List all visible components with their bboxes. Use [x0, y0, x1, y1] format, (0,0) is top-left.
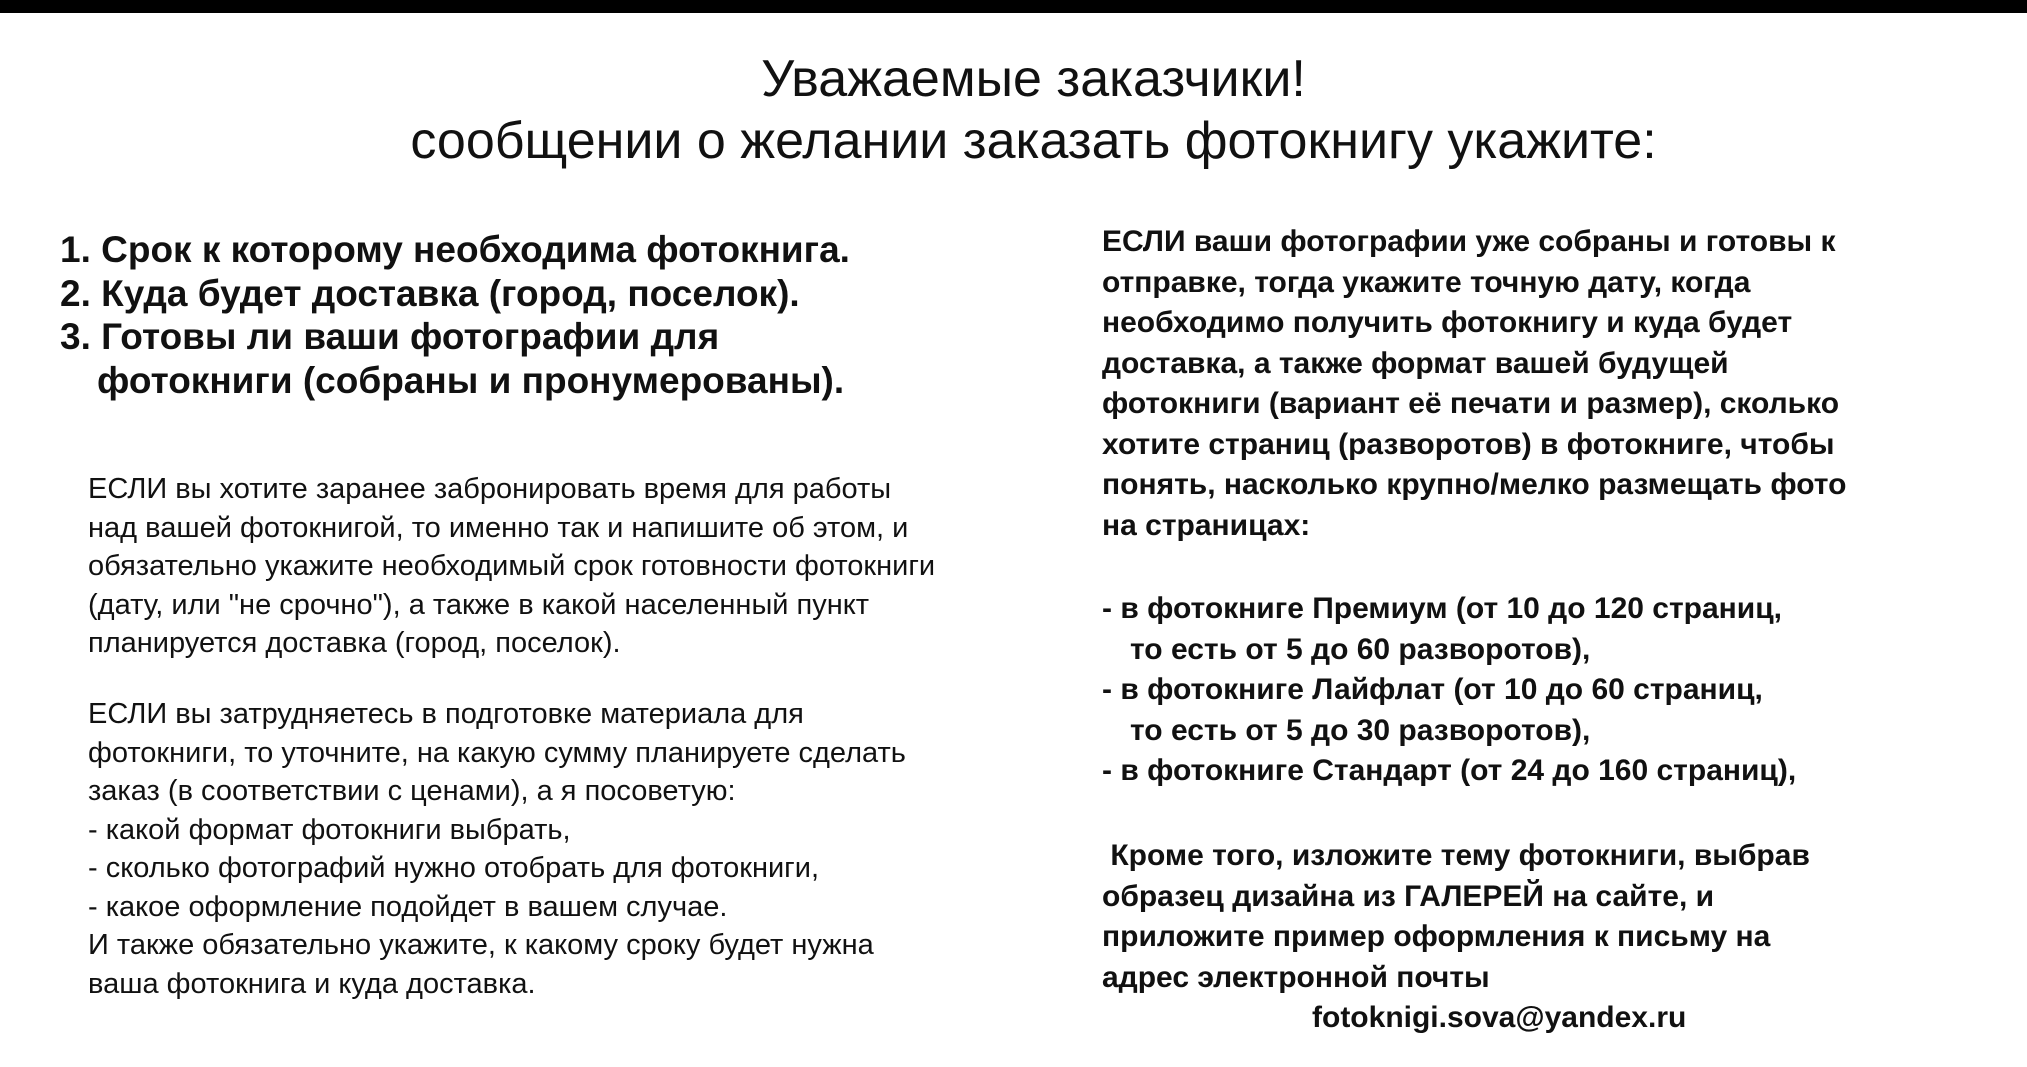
requirement-item-photos-ready-continuation: фотокниги (собраны и пронумерованы).	[97, 359, 845, 401]
closing-line: приложите пример оформления к письму на	[1102, 920, 1771, 953]
advice-bullet: - какое оформление подойдет в вашем случае.	[88, 890, 728, 923]
closing-paragraph	[1102, 836, 2002, 1039]
requirement-item-photos-ready: 3. Готовы ли ваши фотографии для	[60, 316, 720, 357]
ready-photos-line: необходимо получить фотокнигу и куда будет	[1102, 306, 1793, 339]
closing-line: Кроме того, изложите тему фотокниги, выбрав	[1102, 839, 1810, 872]
closing-line: образец дизайна из ГАЛЕРЕЙ на сайте, и	[1102, 879, 1715, 913]
ready-photos-line: понять, насколько крупно/мелко размещать фото	[1102, 468, 1847, 501]
contact-email[interactable]: fotoknigi.sova@yandex.ru	[1312, 1001, 1687, 1034]
booking-line: планируется доставка (город, поселок).	[88, 627, 621, 659]
page-title: Уважаемые заказчики!	[761, 50, 1306, 108]
requirement-item-delivery: 2. Куда будет доставка (город, поселок).	[60, 272, 800, 314]
advice-paragraph	[88, 695, 1098, 1003]
page-subtitle: сообщении о желании заказать фотокнигу укажите:	[410, 112, 1657, 170]
advice-line: И также обязательно укажите, к какому сроку будет нужна	[88, 929, 874, 961]
advice-bullet: - сколько фотографий нужно отобрать для фотокниги,	[88, 852, 820, 884]
ready-photos-line: на страницах:	[1102, 508, 1311, 542]
booking-line: (дату, или "не срочно"), а также в какой населенный пункт	[88, 588, 870, 621]
advice-line: ваша фотокнига и куда доставка.	[88, 967, 536, 1000]
booking-line: над вашей фотокнигой, то именно так и напишите об этом, и	[88, 511, 909, 544]
advice-line: фотокниги, то уточните, на какую сумму планируете сделать	[88, 736, 906, 769]
requirement-item-deadline: 1. Срок к которому необходима фотокнига.	[60, 229, 850, 270]
advice-line: заказ (в соответствии с ценами), а я посоветую:	[88, 775, 736, 807]
closing-line: адрес электронной почты	[1102, 960, 1490, 994]
ready-photos-line: доставка, а также формат вашей будущей	[1102, 346, 1729, 380]
advice-line: ЕСЛИ вы затрудняетесь в подготовке материала для	[88, 698, 804, 730]
ready-photos-line: ЕСЛИ ваши фотографии уже собраны и готовы к	[1102, 225, 1836, 258]
booking-paragraph	[88, 470, 1098, 663]
format-premium: - в фотокниге Премиум (от 10 до 120 страниц,	[1102, 592, 1782, 625]
format-standard: - в фотокниге Стандарт (от 24 до 160 страниц),	[1102, 754, 1797, 787]
requirements-list	[60, 228, 1080, 402]
ready-photos-paragraph	[1102, 222, 2002, 546]
ready-photos-line: фотокниги (вариант её печати и размер), сколько	[1102, 387, 1840, 420]
format-layflat: - в фотокниге Лайфлат (от 10 до 60 страниц,	[1102, 673, 1763, 706]
formats-list	[1102, 589, 2002, 792]
advice-bullet: - какой формат фотокниги выбрать,	[88, 813, 571, 846]
ready-photos-line: отправке, тогда укажите точную дату, когда	[1102, 265, 1751, 299]
booking-line: обязательно укажите необходимый срок готовности фотокниги	[88, 550, 936, 582]
ready-photos-line: хотите страниц (разворотов) в фотокниге, чтобы	[1102, 427, 1835, 461]
format-premium-continuation: то есть от 5 до 60 разворотов),	[1130, 632, 1591, 666]
booking-line: ЕСЛИ вы хотите заранее забронировать время для работы	[88, 473, 892, 505]
format-layflat-continuation: то есть от 5 до 30 разворотов),	[1130, 713, 1591, 747]
top-border-bar	[0, 0, 2027, 13]
